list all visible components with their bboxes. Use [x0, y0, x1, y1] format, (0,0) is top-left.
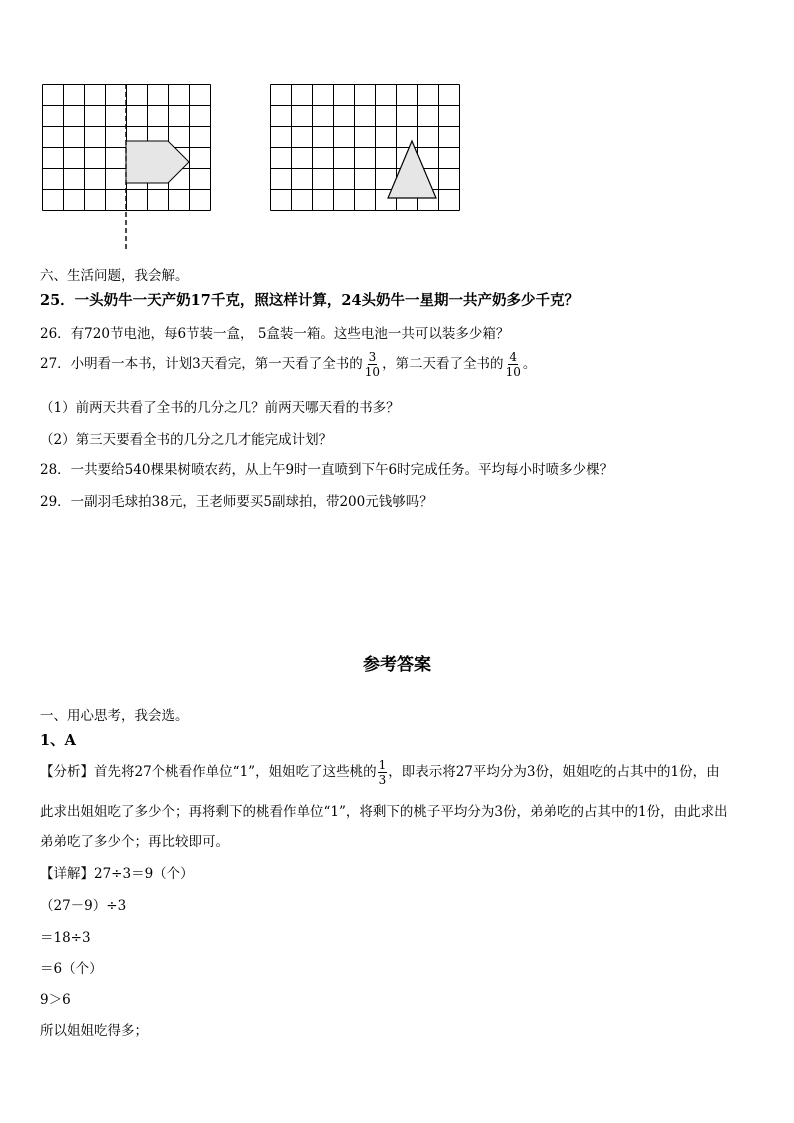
question-27-part2: （2）第三天要看全书的几分之几才能完成计划？	[40, 432, 333, 448]
calc-line-1: （27－9）÷3	[40, 898, 127, 914]
fraction-denominator: 3	[378, 773, 387, 787]
detail-line: 【详解】27÷3＝9（个）	[40, 866, 194, 882]
question-27-part1: （1）前两天共看了全书的几分之几？前两天哪天看的书多？	[40, 400, 400, 416]
question-28: 28．一共要给540棵果树喷农药，从上午9时一直喷到下午6时完成任务。平均每小时喷多少棵？	[40, 462, 614, 478]
fraction-numerator: 1	[378, 758, 387, 772]
fraction-numerator: 4	[509, 350, 518, 364]
right-grid-svg	[270, 84, 463, 254]
fraction-numerator: 3	[368, 350, 377, 364]
calc-line-3: ＝6（个）	[40, 961, 103, 977]
conclusion-line: 所以姐姐吃得多；	[40, 1023, 148, 1039]
analysis-line-1	[40, 758, 720, 787]
question-29: 29．一副羽毛球拍38元，王老师要买5副球拍，带200元钱够吗？	[40, 494, 433, 510]
answer-1: 1、A	[40, 732, 76, 749]
fraction-1-3	[378, 758, 388, 787]
triangle-shape	[388, 141, 436, 198]
fraction-3-10	[364, 350, 381, 379]
question-25: 25．一头奶牛一天产奶17千克，照这样计算，24头奶牛一星期一共产奶多少千克？	[40, 292, 580, 309]
analysis-line-2: 此求出姐姐吃了多少个；再将剩下的桃看作单位“1”，将剩下的桃子平均分为3份，弟弟吃的占其中的1份，由此求出	[40, 804, 728, 820]
right-grid-figure	[270, 84, 463, 254]
left-grid-svg	[42, 84, 214, 254]
answers-section1-heading: 一、用心思考，我会选。	[40, 708, 189, 724]
question-27-text-b: ，第二天看了全书的	[382, 356, 504, 372]
calc-line-2: ＝18÷3	[40, 930, 91, 946]
analysis-text-b: ，即表示将27平均分为3份，姐姐吃的占其中的1份，由	[388, 764, 720, 780]
left-grid-figure	[42, 84, 214, 254]
section6-heading: 六、生活问题，我会解。	[40, 268, 189, 284]
question-27	[40, 350, 536, 379]
compare-line: 9＞6	[40, 992, 71, 1008]
fraction-denominator: 10	[364, 365, 381, 379]
analysis-line-3: 弟弟吃了多少个；再比较即可。	[40, 834, 229, 850]
question-27-text-a: 27．小明看一本书，计划3天看完，第一天看了全书的	[40, 356, 363, 372]
analysis-text-a: 【分析】首先将27个桃看作单位“1”，姐姐吃了这些桃的	[40, 764, 377, 780]
fraction-denominator: 10	[505, 365, 521, 379]
question-27-text-c: 。	[522, 356, 537, 372]
answers-title: 参考答案	[363, 655, 431, 675]
fraction-4-10	[505, 350, 522, 379]
question-26: 26．有720节电池，每6节装一盒， 5盒装一箱。这些电池一共可以装多少箱？	[40, 326, 510, 342]
